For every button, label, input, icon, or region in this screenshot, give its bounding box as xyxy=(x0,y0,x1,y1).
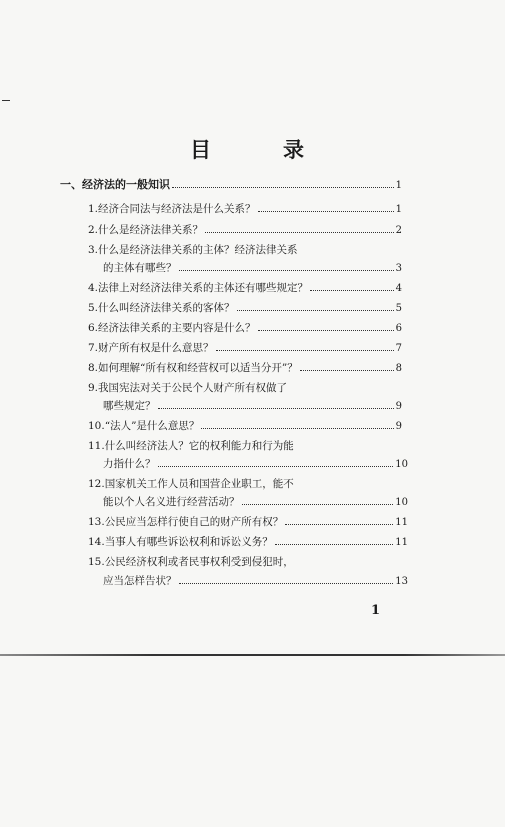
toc-section-label: 一、经济法的一般知识 xyxy=(60,178,170,191)
toc-entry-label: 力指什么？ xyxy=(103,458,156,470)
dot-leader xyxy=(285,524,393,525)
toc-entry-label: 2.什么是经济法律关系？ xyxy=(88,224,204,236)
toc-entry-page: 13 xyxy=(395,576,408,587)
dot-leader xyxy=(310,290,394,291)
toc-entry-label: 1.经济合同法与经济法是什么关系？ xyxy=(88,203,256,215)
toc-entry-label: 4.法律上对经济法律关系的主体还有哪些规定？ xyxy=(88,282,309,294)
toc-entry[interactable] xyxy=(88,439,294,453)
toc-entry-label: 哪些规定？ xyxy=(103,400,156,412)
dot-leader xyxy=(158,466,394,467)
toc-entry-page: 9 xyxy=(395,421,402,432)
dot-leader xyxy=(172,187,394,188)
page-number: 1 xyxy=(371,603,381,618)
toc-entry-label: 5.什么叫经济法律关系的客体？ xyxy=(88,302,235,314)
toc-entry-continued[interactable] xyxy=(103,495,408,510)
toc-entry-page: 10 xyxy=(395,497,408,508)
dot-leader xyxy=(158,408,394,409)
toc-entry[interactable] xyxy=(88,202,402,217)
toc-entry-page: 11 xyxy=(395,517,408,528)
dot-leader xyxy=(242,504,394,505)
toc-entry[interactable] xyxy=(88,381,287,395)
toc-title-char-1: 目 xyxy=(190,137,217,162)
dot-leader xyxy=(237,310,394,311)
toc-entry[interactable] xyxy=(88,535,408,550)
toc-entry-page: 10 xyxy=(395,459,408,470)
toc-entry[interactable] xyxy=(88,243,298,257)
dot-leader xyxy=(300,370,394,371)
dot-leader xyxy=(258,211,394,212)
dot-leader xyxy=(179,583,394,584)
dot-leader xyxy=(258,330,394,331)
dot-leader xyxy=(201,428,393,429)
toc-entry-continued[interactable] xyxy=(103,457,408,472)
toc-title-char-2: 录 xyxy=(283,137,310,162)
toc-entry[interactable] xyxy=(88,419,402,434)
toc-entry-label: 的主体有哪些？ xyxy=(103,262,177,274)
toc-entry-label: 11.什么叫经济法人？它的权利能力和行为能 xyxy=(88,440,294,452)
toc-entry-label: 14.当事人有哪些诉讼权利和诉讼义务？ xyxy=(88,536,273,548)
toc-entry-page: 8 xyxy=(395,363,402,374)
toc-entry-page: 1 xyxy=(395,204,402,215)
toc-entry-label: 3.什么是经济法律关系的主体？经济法律关系 xyxy=(88,244,298,256)
toc-entry-page: 6 xyxy=(395,323,402,334)
toc-entry-label: 12.国家机关工作人员和国营企业职工，能不 xyxy=(88,478,294,490)
toc-entry[interactable] xyxy=(88,281,402,296)
toc-entry[interactable] xyxy=(88,341,402,356)
toc-entry-page: 5 xyxy=(395,303,402,314)
toc-entry-continued[interactable] xyxy=(103,399,402,414)
toc-entry-label: 8.如何理解“所有权和经营权可以适当分开”？ xyxy=(88,362,298,374)
toc-entry-label: 15.公民经济权利或者民事权利受到侵犯时， xyxy=(88,556,294,568)
toc-entry[interactable] xyxy=(88,301,402,316)
toc-entry[interactable] xyxy=(88,555,294,569)
toc-entry-label: 6.经济法律关系的主要内容是什么？ xyxy=(88,322,256,334)
toc-entry[interactable] xyxy=(88,361,402,376)
toc-section[interactable] xyxy=(60,178,402,193)
dot-leader xyxy=(205,232,394,233)
toc-entry[interactable] xyxy=(88,223,402,238)
dot-leader xyxy=(275,544,394,545)
bottom-rule xyxy=(0,654,505,656)
toc-entry-label: 9.我国宪法对关于公民个人财产所有权做了 xyxy=(88,382,288,394)
toc-entry-page: 9 xyxy=(395,401,402,412)
toc-entry[interactable] xyxy=(88,477,294,491)
toc-entry-label: 13.公民应当怎样行使自己的财产所有权？ xyxy=(88,516,284,528)
toc-entry-page: 3 xyxy=(395,263,402,274)
toc-entry-page: 11 xyxy=(395,537,408,548)
toc-title xyxy=(190,134,310,164)
edge-mark xyxy=(2,100,10,101)
toc-entry-label: 7.财产所有权是什么意思？ xyxy=(88,342,214,354)
toc-entry-label: 应当怎样告状？ xyxy=(103,575,177,587)
toc-entry-continued[interactable] xyxy=(103,574,408,589)
toc-entry-page: 7 xyxy=(395,343,402,354)
toc-entry[interactable] xyxy=(88,515,408,530)
dot-leader xyxy=(179,270,394,271)
toc-entry-page: 4 xyxy=(395,283,402,294)
toc-entry-page: 2 xyxy=(395,225,402,236)
toc-entry-continued[interactable] xyxy=(103,261,402,276)
toc-entry-label: 10.“法人”是什么意思？ xyxy=(88,420,200,432)
toc-section-page: 1 xyxy=(395,180,402,191)
toc-entry-label: 能以个人名义进行经营活动？ xyxy=(103,496,240,508)
dot-leader xyxy=(216,350,394,351)
toc-entry[interactable] xyxy=(88,321,402,336)
